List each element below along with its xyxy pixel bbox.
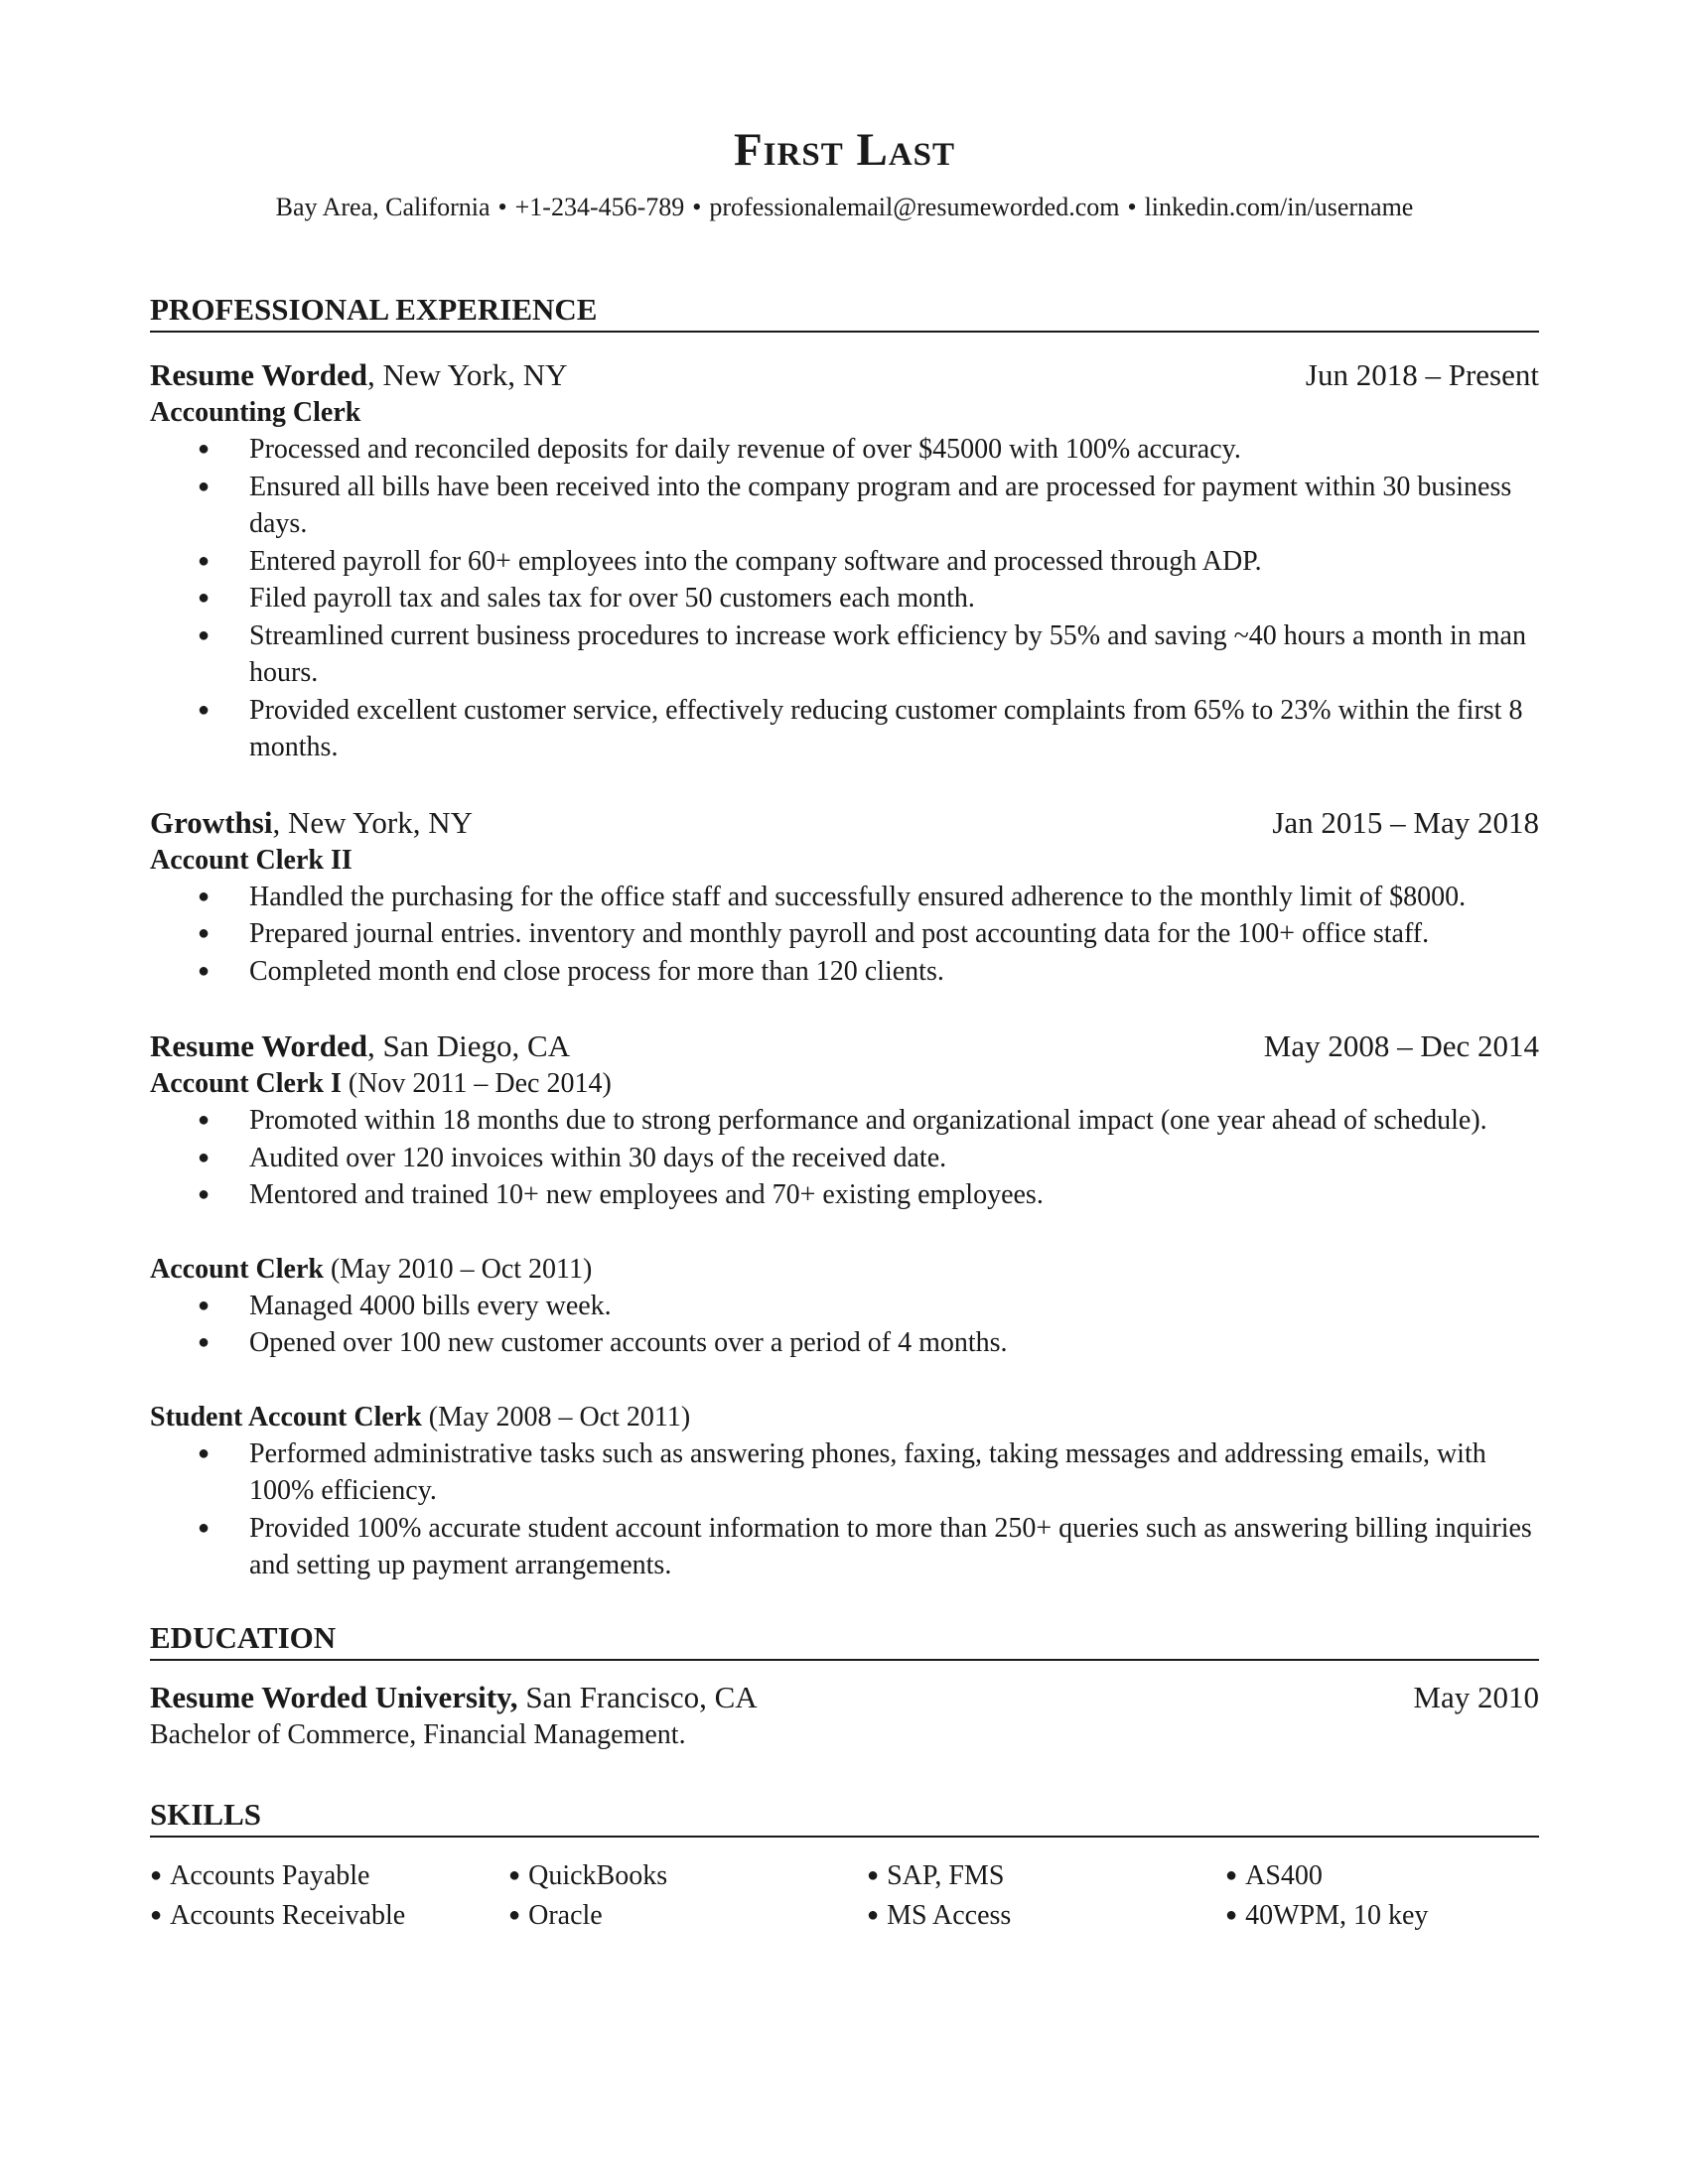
bullet-list [150, 431, 1539, 766]
skill-item: ● SAP, FMS [867, 1857, 1225, 1897]
bullet-item: ● Filed payroll tax and sales tax for over 50 customers each month. [150, 580, 1539, 617]
school [150, 1679, 758, 1716]
skill-item: ● Oracle [508, 1897, 867, 1937]
employer-name: Resume Worded [150, 357, 368, 393]
job-title-text: Account Clerk II [150, 844, 352, 876]
contact-linkedin[interactable]: linkedin.com/in/username [1144, 193, 1414, 221]
job-title [150, 1251, 1539, 1288]
job-title-text: Account Clerk I [150, 1068, 342, 1100]
job-title-text: Student Account Clerk [150, 1401, 422, 1433]
education-section-title: EDUCATION [150, 1622, 1539, 1661]
employer [150, 1027, 570, 1065]
entry-dates: Jan 2015 – May 2018 [1272, 804, 1539, 840]
bullet-item: ● Ensured all bills have been received into the company program and are processed for payment within 30 business days. [150, 469, 1539, 543]
bullet-item: ● Processed and reconciled deposits for daily revenue of over $45000 with 100% accuracy. [150, 431, 1539, 469]
bullet-item: ● Performed administrative tasks such as answering phones, faxing, taking messages and addressing emails, with 100% efficiency. [150, 1435, 1539, 1510]
skills-section-title: SKILLS [150, 1799, 1539, 1838]
bullet-item: ● Promoted within 18 months due to strong performance and organizational impact (one year ahead of schedule). [150, 1102, 1539, 1140]
contact-location: Bay Area, California [275, 193, 491, 221]
entry-header [150, 1027, 1539, 1065]
employer-location: , New York, NY [272, 804, 473, 840]
school-name: Resume Worded University, [150, 1679, 518, 1714]
contact-email[interactable]: professionalemail@resumeworded.com [709, 193, 1120, 221]
skill-item: ● 40WPM, 10 key [1225, 1897, 1539, 1937]
experience-entry [150, 804, 1539, 991]
skill-item: ● AS400 [1225, 1857, 1539, 1897]
employer-name: Growthsi [150, 804, 273, 840]
skill-item: ● MS Access [867, 1897, 1225, 1937]
contact-separator: • [1127, 193, 1137, 221]
skill-item: ● QuickBooks [508, 1857, 867, 1897]
bullet-item: ● Prepared journal entries. inventory and monthly payroll and post accounting data for the 100+ office staff. [150, 915, 1539, 953]
contact-line [150, 192, 1539, 222]
graduation-date: May 2010 [1413, 1679, 1539, 1714]
employer-location: , New York, NY [367, 357, 568, 393]
bullet-item: ● Managed 4000 bills every week. [150, 1288, 1539, 1325]
candidate-name: First Last [733, 124, 956, 176]
job-title [150, 394, 1539, 431]
entry-header [150, 1679, 1539, 1716]
employer [150, 804, 473, 842]
role-period: (May 2010 – Oct 2011) [323, 1253, 593, 1285]
entry-dates: May 2008 – Dec 2014 [1263, 1028, 1539, 1064]
bullet-list [150, 1435, 1539, 1584]
role-period: (May 2008 – Oct 2011) [421, 1401, 691, 1433]
contact-separator: • [692, 193, 702, 221]
job-title [150, 1399, 1539, 1435]
skill-item: ● Accounts Receivable [150, 1897, 508, 1937]
experience-section-title: PROFESSIONAL EXPERIENCE [150, 294, 1539, 333]
bullet-item: ● Provided excellent customer service, effectively reducing customer complaints from 65% to 23% within the first 8 months. [150, 692, 1539, 766]
bullet-item: ● Streamlined current business procedures to increase work efficiency by 55% and saving ~40 hours a month in man hours. [150, 617, 1539, 692]
degree: Bachelor of Commerce, Financial Management. [150, 1718, 686, 1750]
bullet-item: ● Completed month end close process for more than 120 clients. [150, 953, 1539, 991]
bullet-item: ● Opened over 100 new customer accounts over a period of 4 months. [150, 1324, 1539, 1362]
sub-role [150, 1399, 1539, 1584]
employer [150, 356, 568, 394]
sub-role [150, 1251, 1539, 1362]
employer-location: , San Diego, CA [367, 1028, 571, 1064]
bullet-item: ● Audited over 120 invoices within 30 days of the received date. [150, 1140, 1539, 1177]
bullet-item: ● Entered payroll for 60+ employees into the company software and processed through ADP. [150, 543, 1539, 581]
entry-header [150, 804, 1539, 842]
skills-grid [150, 1857, 1539, 1937]
job-title [150, 842, 1539, 879]
entry-header [150, 356, 1539, 394]
bullet-item: ● Handled the purchasing for the office staff and successfully ensured adherence to the monthly limit of $8000. [150, 879, 1539, 916]
entry-dates: Jun 2018 – Present [1305, 357, 1539, 393]
resume-page [150, 0, 1539, 1937]
experience-entry [150, 356, 1539, 766]
contact-phone: +1-234-456-789 [514, 193, 685, 221]
bullet-item: ● Mentored and trained 10+ new employees and 70+ existing employees. [150, 1176, 1539, 1214]
job-title-text: Account Clerk [150, 1253, 324, 1285]
skill-item: ● Accounts Payable [150, 1857, 508, 1897]
job-title [150, 1065, 1539, 1102]
experience-entry [150, 1027, 1539, 1584]
bullet-list [150, 879, 1539, 991]
education-entry [150, 1679, 1539, 1753]
job-title-text: Accounting Clerk [150, 397, 361, 429]
bullet-list [150, 1102, 1539, 1214]
school-location: San Francisco, CA [517, 1679, 758, 1714]
contact-separator: • [497, 193, 507, 221]
sub-role [150, 1065, 1539, 1214]
bullet-list [150, 1288, 1539, 1362]
employer-name: Resume Worded [150, 1028, 368, 1064]
bullet-item: ● Provided 100% accurate student account information to more than 250+ queries such as answering billing inquiries and setting up payment arrangements. [150, 1510, 1539, 1584]
role-period: (Nov 2011 – Dec 2014) [341, 1068, 612, 1100]
